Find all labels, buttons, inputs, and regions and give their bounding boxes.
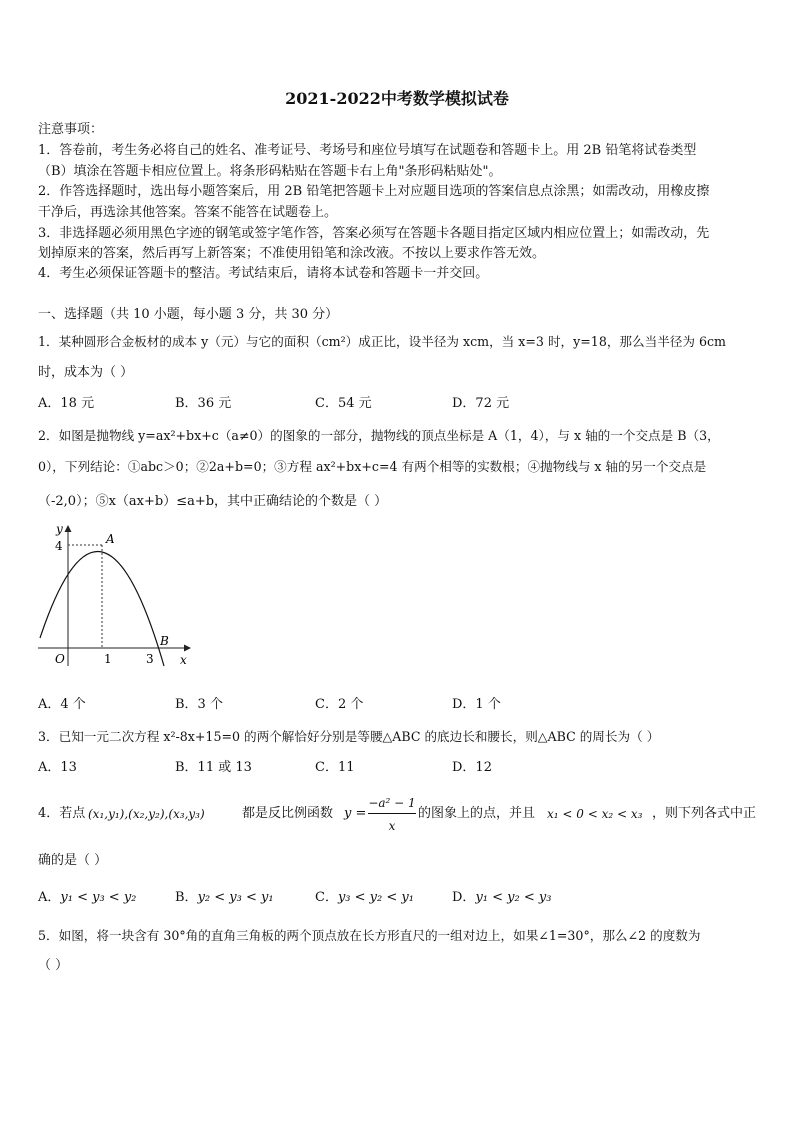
q1-option-a: A．18 元 bbox=[38, 396, 95, 411]
question-4-prefix: 4．若点 bbox=[38, 806, 86, 821]
question-4-text: ，则下列各式中正 bbox=[652, 806, 757, 821]
question-4-text: 确的是（ ） bbox=[38, 853, 108, 868]
notice-line: 干净后，再选涂其他答案。答案不能答在试题卷上。 bbox=[38, 205, 338, 220]
q2-option-d: D．1 个 bbox=[452, 697, 501, 712]
notice-line: 4．考生必须保证答题卡的整洁。考试结束后，请将本试卷和答题卡一并交回。 bbox=[38, 266, 489, 281]
question-4-text: 都是反比例函数 bbox=[242, 806, 334, 821]
parabola-graph bbox=[30, 520, 200, 670]
function-numerator: −a² − 1 bbox=[368, 796, 416, 810]
question-2-text: 0），下列结论：①abc＞0；②2a+b=0；③方程 ax²+bx+c=4 有两个相等的实数根；④抛物线与 x 轴的另一个交点是 bbox=[38, 459, 707, 474]
q2-option-a: A．4 个 bbox=[38, 697, 86, 712]
notice-line: 2．作答选择题时，选出每小题答案后，用 2B 铅笔把答题卡上对应题目选项的答案信息点涂黑；如需改动，用橡皮擦 bbox=[38, 184, 710, 199]
q1-option-d: D．72 元 bbox=[452, 396, 510, 411]
question-4-text: 的图象上的点，并且 bbox=[418, 806, 536, 821]
q4-option-d bbox=[452, 890, 551, 906]
question-4-points: (x₁,y₁),(x₂,y₂),(x₃,y₃) bbox=[88, 807, 205, 821]
origin-label: O bbox=[55, 652, 65, 666]
section-heading: 一、选择题（共 10 小题，每小题 3 分，共 30 分） bbox=[38, 307, 339, 322]
q3-option-c: C．11 bbox=[315, 760, 355, 775]
option-label: D． bbox=[452, 890, 476, 905]
question-1-text: 1．某种圆形合金板材的成本 y（元）与它的面积（cm²）成正比，设半径为 xcm，当 x=3 时，y=18，那么当半径为 6cm bbox=[38, 334, 726, 349]
option-expression: y₂ < y₃ < y₁ bbox=[197, 890, 274, 905]
question-2-text: （-2,0）；⑤x（ax+b）≤a+b，其中正确结论的个数是（ ） bbox=[38, 494, 388, 509]
q2-option-b: B．3 个 bbox=[175, 697, 223, 712]
question-1-text: 时，成本为（ ） bbox=[38, 365, 134, 380]
y-tick-label: 4 bbox=[55, 539, 63, 553]
q4-option-a bbox=[38, 890, 136, 906]
option-expression: y₁ < y₃ < y₂ bbox=[60, 890, 137, 905]
q3-option-d: D．12 bbox=[452, 760, 492, 775]
notice-line: 划掉原来的答案，然后再写上新答案；不准使用铅笔和涂改液。不按以上要求作答无效。 bbox=[38, 246, 546, 261]
q1-option-c: C．54 元 bbox=[315, 396, 372, 411]
q3-option-a: A．13 bbox=[38, 760, 77, 775]
page-title: 2021-2022中考数学模拟试卷 bbox=[285, 89, 509, 108]
question-2-text: 2．如图是抛物线 y=ax²+bx+c（a≠0）的图象的一部分，抛物线的顶点坐标是 A（1，4），与 x 轴的一个交点是 B（3， bbox=[38, 428, 720, 443]
function-lhs: y = bbox=[344, 806, 367, 821]
notice-line: 3．非选择题必须用黑色字迹的钢笔或签字笔作答，答案必须写在答题卡各题目指定区域内相应位置上；如需改动，先 bbox=[38, 226, 710, 241]
x-tick-label: 1 bbox=[104, 652, 112, 666]
question-3-text: 3．已知一元二次方程 x²-8x+15=0 的两个解恰好分别是等腰△ABC 的底边长和腰长，则△ABC 的周长为（ ） bbox=[38, 729, 660, 744]
q1-option-b: B．36 元 bbox=[175, 396, 232, 411]
option-label: C． bbox=[315, 890, 338, 905]
option-label: A． bbox=[38, 890, 61, 905]
q3-option-b: B．11 或 13 bbox=[175, 760, 252, 775]
point-a-label: A bbox=[106, 532, 115, 546]
q4-option-b bbox=[175, 890, 274, 906]
option-label: B． bbox=[175, 890, 198, 905]
notice-heading: 注意事项： bbox=[38, 122, 104, 137]
y-axis-label: y bbox=[56, 522, 63, 536]
point-b-label: B bbox=[160, 634, 169, 648]
q2-option-c: C．2 个 bbox=[315, 697, 364, 712]
function-denominator: x bbox=[388, 819, 396, 833]
x-axis-label: x bbox=[180, 653, 187, 667]
option-expression: y₁ < y₂ < y₃ bbox=[475, 890, 552, 905]
notice-line: （B）填涂在答题卡相应位置上。将条形码粘贴在答题卡右上角"条形码粘贴处"。 bbox=[38, 164, 502, 179]
parabola-curve bbox=[40, 552, 164, 666]
question-5-text: （ ） bbox=[38, 958, 69, 973]
question-4-condition: x₁ < 0 < x₂ < x₃ bbox=[547, 807, 643, 821]
notice-line: 1．答卷前，考生务必将自己的姓名、准考证号、考场号和座位号填写在试题卷和答题卡上。用 2B 铅笔将试卷类型 bbox=[38, 143, 697, 158]
option-expression: y₃ < y₂ < y₁ bbox=[337, 890, 414, 905]
x-tick-label: 3 bbox=[146, 652, 154, 666]
q4-option-c bbox=[315, 890, 414, 906]
fraction-bar bbox=[368, 813, 416, 814]
question-5-text: 5．如图，将一块含有 30°角的直角三角板的两个顶点放在长方形直尺的一组对边上，如果∠1=30°，那么∠2 的度数为 bbox=[38, 928, 701, 943]
